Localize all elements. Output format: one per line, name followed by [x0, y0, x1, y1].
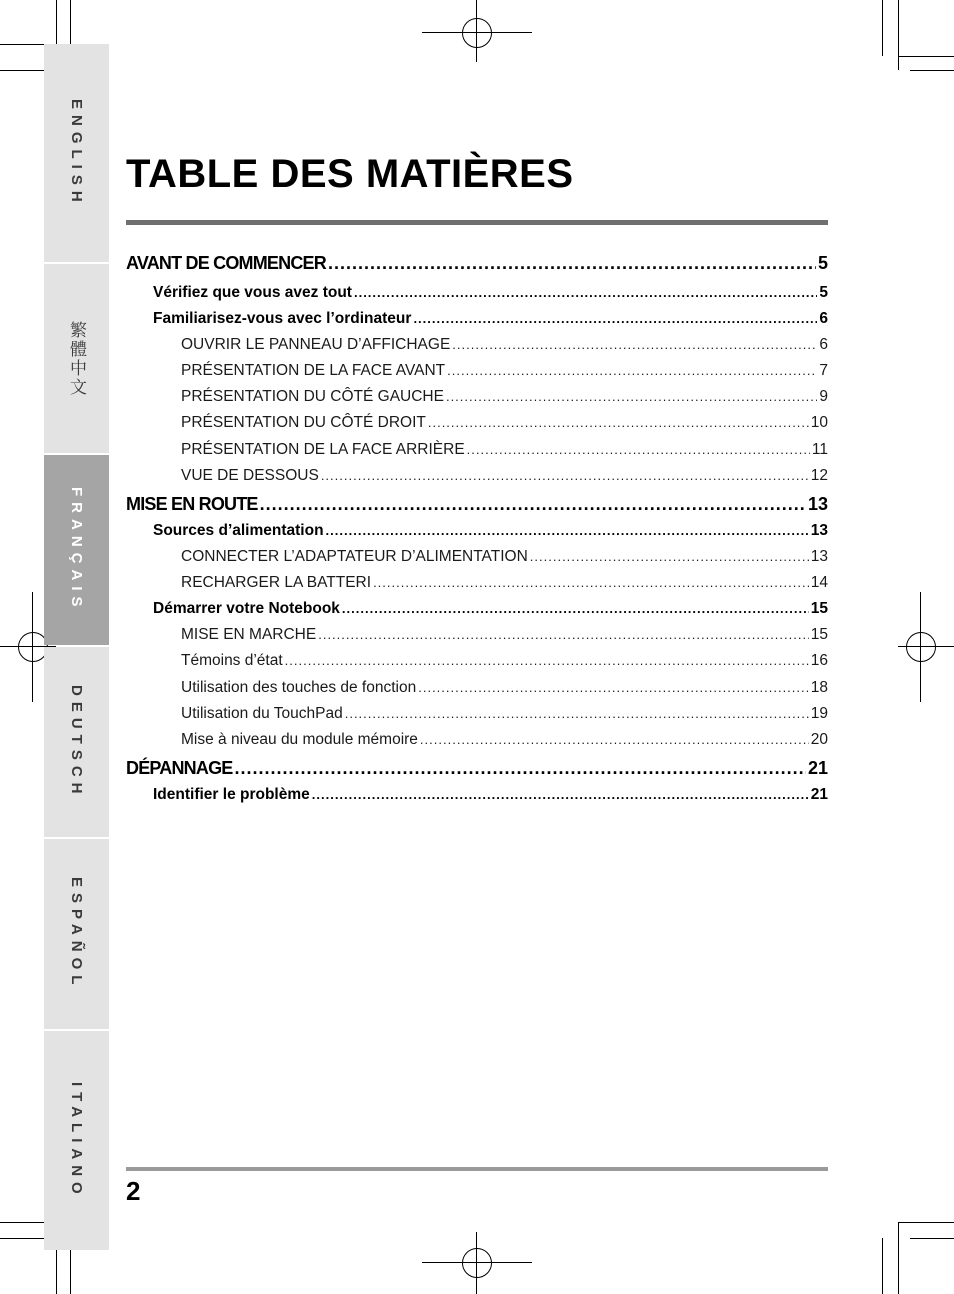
toc-entry	[126, 522, 828, 540]
page-title: TABLE DES MATIÈRES	[126, 152, 574, 196]
language-tab-label: DEUTSCH	[68, 684, 85, 800]
toc-leader-dots	[326, 523, 809, 538]
toc-leader-dots	[321, 468, 809, 483]
toc-entry-label: MISE EN MARCHE	[181, 626, 317, 643]
toc-leader-dots	[373, 575, 809, 590]
toc-entry	[126, 253, 828, 274]
toc-entry	[126, 705, 828, 723]
toc-entry	[126, 441, 828, 459]
language-tab-label: 繁體中文	[67, 320, 86, 397]
toc-entry-label: Familiarisez-vous avec l’ordinateur	[153, 310, 412, 327]
language-tab-label: ITALIANO	[68, 1081, 85, 1200]
toc-entry-label: MISE EN ROUTE	[126, 494, 258, 514]
toc-entry-page: 15	[810, 626, 828, 643]
toc-entry-label: CONNECTER L’ADAPTATEUR D’ALIMENTATION	[181, 548, 528, 565]
toc-entry-label: Démarrer votre Notebook	[153, 600, 340, 617]
toc-leader-dots	[413, 311, 817, 326]
toc-leader-dots	[418, 680, 809, 695]
toc-entry-page: 5	[819, 284, 828, 301]
toc-entry-page: 13	[807, 494, 828, 514]
toc-entry-page: 20	[810, 731, 828, 748]
toc-entry-page: 21	[807, 758, 828, 778]
toc-entry-page: 6	[819, 336, 828, 353]
toc-entry-page: 6	[819, 310, 828, 327]
toc-entry-page: 16	[810, 652, 828, 669]
toc-leader-dots	[260, 494, 806, 515]
toc-entry-page: 21	[810, 786, 828, 803]
toc-entry-label: AVANT DE COMMENCER	[126, 253, 326, 273]
toc-entry-label: DÉPANNAGE	[126, 758, 233, 778]
toc-leader-dots	[312, 787, 809, 802]
toc-entry-page: 13	[810, 522, 828, 539]
toc-entry	[126, 362, 828, 380]
toc-entry-label: Témoins d’état	[181, 652, 283, 669]
footer-divider	[126, 1167, 828, 1171]
toc-entry-label: PRÉSENTATION DU CÔTÉ GAUCHE	[181, 388, 444, 405]
toc-entry	[126, 310, 828, 328]
toc-entry-page: 12	[810, 467, 828, 484]
toc-entry-label: RECHARGER LA BATTERI	[181, 574, 372, 591]
toc-entry	[126, 626, 828, 644]
toc-entry-label: PRÉSENTATION DE LA FACE AVANT	[181, 362, 446, 379]
language-tab-chinese	[44, 264, 109, 453]
language-tab-english	[44, 44, 109, 262]
toc-entry-page: 7	[819, 362, 828, 379]
toc-entry-page: 13	[810, 548, 828, 565]
toc-leader-dots	[318, 627, 809, 642]
language-tab-label: ENGLISH	[68, 98, 85, 208]
toc-entry	[126, 388, 828, 406]
toc-entry	[126, 414, 828, 432]
toc-leader-dots	[420, 732, 809, 747]
toc-entry	[126, 548, 828, 566]
toc-entry-label: Utilisation des touches de fonction	[181, 679, 417, 696]
toc-entry-page: 19	[810, 705, 828, 722]
language-tab-deutsch	[44, 647, 109, 837]
toc-entry-label: VUE DE DESSOUS	[181, 467, 319, 484]
toc-entry-label: PRÉSENTATION DU CÔTÉ DROIT	[181, 414, 426, 431]
toc-leader-dots	[452, 337, 817, 352]
toc-entry-page: 15	[810, 600, 828, 617]
toc-entry-page: 18	[810, 679, 828, 696]
language-tab-francais	[44, 455, 109, 645]
toc-entry	[126, 652, 828, 670]
language-tab-espanol	[44, 839, 109, 1029]
language-tab-italiano	[44, 1031, 109, 1250]
toc-leader-dots	[342, 601, 809, 616]
toc-entry-label: Mise à niveau du module mémoire	[181, 731, 418, 748]
toc-entry	[126, 600, 828, 618]
toc-leader-dots	[447, 363, 817, 378]
toc-entry-label: Vérifiez que vous avez tout	[153, 284, 352, 301]
toc-entry	[126, 679, 828, 697]
language-tab-label: ESPAÑOL	[68, 877, 85, 991]
title-divider	[126, 220, 828, 225]
toc-entry	[126, 336, 828, 354]
toc-entry-label: OUVRIR LE PANNEAU D’AFFICHAGE	[181, 336, 451, 353]
page-number: 2	[126, 1176, 141, 1206]
toc-entry-label: Sources d’alimentation	[153, 522, 324, 539]
toc-entry	[126, 786, 828, 804]
toc-entry	[126, 574, 828, 592]
language-tabs	[44, 44, 109, 1250]
toc-entry-page: 14	[810, 574, 828, 591]
toc-entry-page: 9	[819, 388, 828, 405]
toc-leader-dots	[345, 706, 809, 721]
toc-leader-dots	[234, 758, 805, 779]
toc-leader-dots	[530, 549, 809, 564]
language-tab-label: FRANÇAIS	[68, 487, 85, 613]
toc-entry-page: 5	[817, 253, 828, 273]
toc-entry	[126, 284, 828, 302]
toc-entry-page: 11	[811, 441, 828, 458]
toc-entry	[126, 494, 828, 515]
toc-entry-page: 10	[810, 414, 828, 431]
toc-leader-dots	[285, 653, 809, 668]
toc-entry-label: PRÉSENTATION DE LA FACE ARRIÈRE	[181, 441, 465, 458]
toc-entry	[126, 758, 828, 779]
toc-leader-dots	[428, 415, 809, 430]
toc-leader-dots	[467, 442, 810, 457]
toc-entry-label: Utilisation du TouchPad	[181, 705, 343, 722]
toc-entry	[126, 467, 828, 485]
toc-leader-dots	[354, 285, 817, 300]
toc-leader-dots	[446, 389, 817, 404]
toc-entry	[126, 731, 828, 749]
toc-leader-dots	[328, 253, 816, 274]
toc-entry-label: Identifier le problème	[153, 786, 310, 803]
